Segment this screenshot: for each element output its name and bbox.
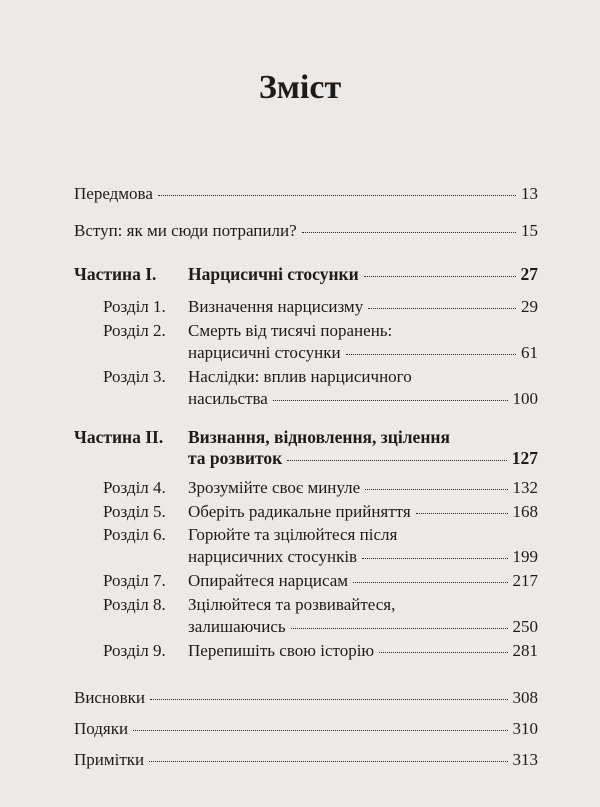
page-number: 217 xyxy=(512,571,538,590)
toc-entry-chapter-1[interactable] xyxy=(188,296,538,318)
chapter-label: Розділ 5. xyxy=(103,502,166,521)
page-number: 127 xyxy=(511,448,538,468)
entry-title: Подяки xyxy=(74,719,129,738)
dot-leader xyxy=(273,400,508,401)
toc-entry-chapter-4[interactable] xyxy=(188,477,538,499)
toc-entry-chapter-3[interactable] xyxy=(188,388,538,410)
part-label: Частина II. xyxy=(74,427,164,447)
page-number: 15 xyxy=(521,221,538,240)
entry-title: Зрозумійте своє минуле xyxy=(188,478,361,497)
dot-leader xyxy=(365,489,507,490)
entry-title: нарцисичних стосунків xyxy=(188,547,358,566)
chapter-label: Розділ 7. xyxy=(103,571,166,590)
toc-entry-chapter-9[interactable] xyxy=(188,640,538,662)
page-number: 100 xyxy=(512,389,538,408)
page-number: 199 xyxy=(512,547,538,566)
page-number: 310 xyxy=(512,719,538,738)
dot-leader xyxy=(416,513,508,514)
entry-title: Вступ: як ми сюди потрапили? xyxy=(74,221,297,240)
dot-leader xyxy=(150,699,508,700)
chapter-label: Розділ 4. xyxy=(103,478,166,497)
entry-title-line: Зцілюйтеся та розвивайтеся, xyxy=(188,595,396,614)
page-number: 29 xyxy=(521,297,538,316)
dot-leader xyxy=(133,730,507,731)
dot-leader xyxy=(149,761,507,762)
entry-title: залишаючись xyxy=(188,617,286,636)
entry-title: Оберіть радикальне прийняття xyxy=(188,502,411,521)
page-number: 313 xyxy=(512,750,538,769)
toc-entry-chapter-5[interactable] xyxy=(188,501,538,523)
dot-leader xyxy=(379,652,507,653)
toc-entry-chapter-7[interactable] xyxy=(188,570,538,592)
toc-entry-chapter-2[interactable] xyxy=(188,342,538,364)
dot-leader xyxy=(364,276,516,277)
chapter-label: Розділ 6. xyxy=(103,525,166,544)
dot-leader xyxy=(346,354,516,355)
dot-leader xyxy=(287,460,507,461)
chapter-label: Розділ 9. xyxy=(103,641,166,660)
page-number: 308 xyxy=(512,688,538,707)
page-number: 250 xyxy=(512,617,538,636)
toc-entry-part-1[interactable] xyxy=(188,263,538,285)
dot-leader xyxy=(291,628,508,629)
entry-title: насильства xyxy=(188,389,268,408)
entry-title-line: Горюйте та зцілюйтеся після xyxy=(188,525,398,544)
chapter-label: Розділ 8. xyxy=(103,595,166,614)
dot-leader xyxy=(368,308,516,309)
chapter-label: Розділ 3. xyxy=(103,367,166,386)
entry-title-line: Наслідки: вплив нарцисичного xyxy=(188,367,412,386)
page-number: 27 xyxy=(520,264,538,284)
page-number: 281 xyxy=(512,641,538,660)
dot-leader xyxy=(302,232,516,233)
entry-title-line: Смерть від тисячі поранень: xyxy=(188,321,393,340)
part-label: Частина I. xyxy=(74,264,157,284)
chapter-label: Розділ 1. xyxy=(103,297,166,316)
toc-entry-conclusions[interactable] xyxy=(74,687,538,709)
entry-title: та розвиток xyxy=(188,448,283,468)
entry-title: Примітки xyxy=(74,750,145,769)
entry-title: Нарцисичні стосунки xyxy=(188,264,359,284)
chapter-label: Розділ 2. xyxy=(103,321,166,340)
toc-entry-chapter-8[interactable] xyxy=(188,616,538,638)
toc-entry-intro[interactable] xyxy=(74,220,538,242)
entry-title: нарцисичні стосунки xyxy=(188,343,341,362)
toc-entry-foreword[interactable] xyxy=(74,183,538,205)
entry-title: Висновки xyxy=(74,688,145,707)
page-number: 168 xyxy=(512,502,538,521)
entry-title-line: Визнання, відновлення, зцілення xyxy=(188,427,450,447)
dot-leader xyxy=(353,582,507,583)
toc-entry-part-2[interactable] xyxy=(188,447,538,469)
page-number: 132 xyxy=(512,478,538,497)
page-title: Зміст xyxy=(258,69,342,106)
entry-title: Опирайтеся нарцисам xyxy=(188,571,349,590)
page-number: 61 xyxy=(521,343,538,362)
toc-entry-chapter-6[interactable] xyxy=(188,546,538,568)
toc-entry-notes[interactable] xyxy=(74,749,538,771)
entry-title: Перепишіть свою історію xyxy=(188,641,375,660)
page-number: 13 xyxy=(521,184,538,203)
entry-title: Передмова xyxy=(74,184,153,203)
dot-leader xyxy=(362,558,507,559)
entry-title: Визначення нарцисизму xyxy=(188,297,364,316)
toc-entry-thanks[interactable] xyxy=(74,718,538,740)
dot-leader xyxy=(158,195,516,196)
